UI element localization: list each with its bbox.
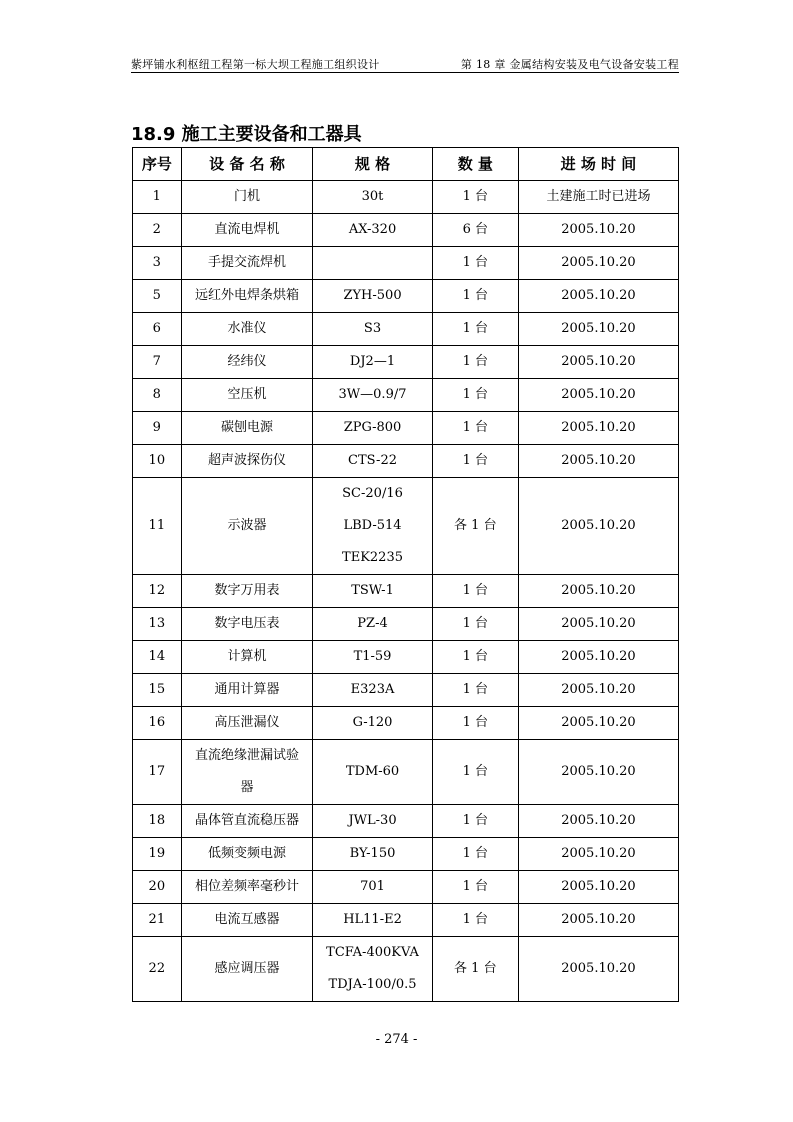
table-row — [133, 740, 679, 805]
arrival-date: 2005.10.20 — [518, 346, 678, 379]
arrival-date: 2005.10.20 — [518, 740, 678, 805]
equipment-name — [181, 478, 313, 575]
equipment-quantity: 1 台 — [432, 346, 518, 379]
arrival-date: 2005.10.20 — [518, 247, 678, 280]
equipment-spec — [313, 641, 432, 674]
arrival-date: 2005.10.20 — [518, 871, 678, 904]
equipment-name-line: 水准仪 — [227, 321, 267, 336]
equipment-quantity: 各 1 台 — [432, 478, 518, 575]
equipment-name — [181, 805, 313, 838]
equipment-spec-line: ZYH-500 — [343, 288, 402, 303]
arrival-date: 2005.10.20 — [518, 445, 678, 478]
header-chapter-title: 第 18 章 金属结构安装及电气设备安装工程 — [460, 58, 679, 71]
table-body — [133, 181, 679, 1002]
equipment-spec — [313, 181, 432, 214]
equipment-name-line: 门机 — [233, 189, 260, 204]
equipment-spec — [313, 575, 432, 608]
equipment-spec — [313, 445, 432, 478]
equipment-quantity: 6 台 — [432, 214, 518, 247]
equipment-name-line: 超声波探伤仪 — [207, 453, 286, 468]
table-row — [133, 445, 679, 478]
table-row — [133, 871, 679, 904]
table-row — [133, 214, 679, 247]
equipment-name-line: 示波器 — [227, 518, 267, 533]
equipment-name — [181, 313, 313, 346]
equipment-spec-line: S3 — [363, 321, 382, 336]
table-row — [133, 181, 679, 214]
row-number: 1 — [133, 181, 182, 214]
row-number: 9 — [133, 412, 182, 445]
row-number: 21 — [133, 904, 182, 937]
equipment-spec-line: 701 — [360, 879, 385, 894]
table-header-row — [133, 148, 679, 181]
equipment-spec-line: BY-150 — [349, 846, 396, 861]
equipment-spec-line: LBD-514 — [343, 518, 402, 533]
table-row — [133, 575, 679, 608]
equipment-name — [181, 379, 313, 412]
equipment-quantity: 1 台 — [432, 641, 518, 674]
row-number: 3 — [133, 247, 182, 280]
equipment-spec-line: TDM-60 — [345, 764, 400, 779]
arrival-date: 2005.10.20 — [518, 575, 678, 608]
equipment-name-line: 空压机 — [227, 387, 267, 402]
table-row — [133, 280, 679, 313]
equipment-name-line: 通用计算器 — [214, 682, 280, 697]
equipment-name-line: 数字万用表 — [214, 583, 280, 598]
arrival-date: 2005.10.20 — [518, 937, 678, 1002]
column-header-name: 设 备 名 称 — [181, 148, 313, 181]
equipment-quantity: 1 台 — [432, 313, 518, 346]
equipment-spec — [313, 379, 432, 412]
equipment-spec — [313, 214, 432, 247]
equipment-spec-line: PZ-4 — [357, 616, 388, 631]
row-number: 16 — [133, 707, 182, 740]
equipment-spec-line: E323A — [350, 682, 395, 697]
arrival-date: 2005.10.20 — [518, 805, 678, 838]
equipment-name — [181, 904, 313, 937]
equipment-name-line: 经纬仪 — [227, 354, 267, 369]
equipment-quantity: 1 台 — [432, 280, 518, 313]
table-row — [133, 313, 679, 346]
equipment-spec-line: JWL-30 — [348, 813, 397, 828]
row-number: 14 — [133, 641, 182, 674]
equipment-name-line: 低频变频电源 — [207, 846, 286, 861]
equipment-quantity: 1 台 — [432, 904, 518, 937]
column-header-spec: 规 格 — [313, 148, 432, 181]
equipment-name — [181, 608, 313, 641]
table-row — [133, 478, 679, 575]
equipment-name — [181, 674, 313, 707]
table-row — [133, 641, 679, 674]
table-row — [133, 412, 679, 445]
equipment-quantity: 1 台 — [432, 838, 518, 871]
equipment-name — [181, 280, 313, 313]
equipment-spec-line: 30t — [361, 189, 384, 204]
equipment-spec-line: SC-20/16 — [342, 486, 403, 501]
row-number: 13 — [133, 608, 182, 641]
equipment-name-line: 数字电压表 — [214, 616, 280, 631]
equipment-name — [181, 214, 313, 247]
equipment-name — [181, 641, 313, 674]
equipment-spec-line: TDJA-100/0.5 — [328, 977, 417, 992]
header-divider — [131, 72, 679, 73]
equipment-quantity: 1 台 — [432, 608, 518, 641]
equipment-spec-line: TCFA-400KVA — [326, 945, 419, 960]
arrival-date: 土建施工时已进场 — [518, 181, 678, 214]
equipment-spec — [313, 346, 432, 379]
equipment-spec — [313, 871, 432, 904]
row-number: 19 — [133, 838, 182, 871]
arrival-date: 2005.10.20 — [518, 412, 678, 445]
table-row — [133, 379, 679, 412]
equipment-spec-line: CTS-22 — [348, 453, 397, 468]
equipment-spec-line: ZPG-800 — [343, 420, 402, 435]
equipment-spec — [313, 412, 432, 445]
equipment-name-line: 计算机 — [227, 649, 267, 664]
row-number: 6 — [133, 313, 182, 346]
equipment-name — [181, 871, 313, 904]
table-row — [133, 608, 679, 641]
arrival-date: 2005.10.20 — [518, 478, 678, 575]
row-number: 20 — [133, 871, 182, 904]
equipment-spec-line: TSW-1 — [351, 583, 394, 598]
equipment-spec-line: HL11-E2 — [343, 912, 402, 927]
page-number: - 274 - — [375, 1032, 418, 1047]
equipment-spec — [313, 937, 432, 1002]
equipment-name — [181, 575, 313, 608]
table-row — [133, 805, 679, 838]
equipment-quantity: 1 台 — [432, 379, 518, 412]
table-row — [133, 674, 679, 707]
equipment-spec — [313, 313, 432, 346]
equipment-name — [181, 181, 313, 214]
row-number: 5 — [133, 280, 182, 313]
arrival-date: 2005.10.20 — [518, 313, 678, 346]
equipment-quantity: 1 台 — [432, 575, 518, 608]
arrival-date: 2005.10.20 — [518, 641, 678, 674]
equipment-quantity: 1 台 — [432, 871, 518, 904]
row-number: 17 — [133, 740, 182, 805]
equipment-spec-line: T1-59 — [353, 649, 392, 664]
equipment-name — [181, 937, 313, 1002]
equipment-name — [181, 445, 313, 478]
table-row — [133, 346, 679, 379]
equipment-name — [181, 412, 313, 445]
equipment-name-line: 晶体管直流稳压器 — [194, 813, 299, 828]
column-header-quantity: 数 量 — [432, 148, 518, 181]
equipment-name-line: 碳刨电源 — [220, 420, 273, 435]
equipment-name-line: 远红外电焊条烘箱 — [194, 288, 299, 303]
row-number: 8 — [133, 379, 182, 412]
arrival-date: 2005.10.20 — [518, 214, 678, 247]
equipment-name-line: 直流电焊机 — [214, 222, 280, 237]
equipment-spec-line: 3W—0.9/7 — [338, 387, 407, 402]
column-header-number: 序号 — [133, 148, 182, 181]
equipment-quantity: 1 台 — [432, 674, 518, 707]
equipment-spec-line: TEK2235 — [342, 550, 403, 565]
equipment-spec — [313, 478, 432, 575]
table-row — [133, 707, 679, 740]
equipment-name — [181, 707, 313, 740]
equipment-table — [132, 147, 679, 1002]
row-number: 11 — [133, 478, 182, 575]
equipment-spec — [313, 805, 432, 838]
equipment-spec-line: G-120 — [352, 715, 393, 730]
equipment-spec-line: DJ2—1 — [349, 354, 396, 369]
equipment-quantity: 1 台 — [432, 445, 518, 478]
arrival-date: 2005.10.20 — [518, 838, 678, 871]
equipment-spec-line: AX-320 — [348, 222, 397, 237]
column-header-arrival-date: 进 场 时 间 — [518, 148, 678, 181]
equipment-name — [181, 346, 313, 379]
equipment-name-line: 手提交流焊机 — [207, 255, 286, 270]
arrival-date: 2005.10.20 — [518, 379, 678, 412]
equipment-name-line: 器 — [240, 780, 254, 795]
row-number: 18 — [133, 805, 182, 838]
row-number: 10 — [133, 445, 182, 478]
row-number: 12 — [133, 575, 182, 608]
equipment-name-line: 高压泄漏仪 — [214, 715, 280, 730]
equipment-quantity: 1 台 — [432, 412, 518, 445]
row-number: 15 — [133, 674, 182, 707]
arrival-date: 2005.10.20 — [518, 608, 678, 641]
row-number: 22 — [133, 937, 182, 1002]
section-title: 18.9 施工主要设备和工器具 — [131, 124, 362, 145]
equipment-spec — [313, 904, 432, 937]
table-row — [133, 247, 679, 280]
table-row — [133, 838, 679, 871]
equipment-quantity: 1 台 — [432, 740, 518, 805]
equipment-spec — [313, 707, 432, 740]
equipment-spec — [313, 280, 432, 313]
equipment-quantity: 各 1 台 — [432, 937, 518, 1002]
equipment-name-line: 相位差频率毫秒计 — [194, 879, 299, 894]
equipment-name — [181, 247, 313, 280]
equipment-quantity: 1 台 — [432, 805, 518, 838]
equipment-spec — [313, 740, 432, 805]
arrival-date: 2005.10.20 — [518, 904, 678, 937]
equipment-spec — [313, 838, 432, 871]
equipment-spec — [313, 674, 432, 707]
table-row — [133, 937, 679, 1002]
table-row — [133, 904, 679, 937]
equipment-quantity: 1 台 — [432, 181, 518, 214]
equipment-quantity: 1 台 — [432, 247, 518, 280]
row-number: 7 — [133, 346, 182, 379]
equipment-spec-line — [313, 247, 431, 279]
equipment-name — [181, 740, 313, 805]
equipment-name-line: 电流互感器 — [214, 912, 280, 927]
equipment-quantity: 1 台 — [432, 707, 518, 740]
equipment-spec — [313, 247, 432, 280]
equipment-spec — [313, 608, 432, 641]
equipment-name-line: 感应调压器 — [214, 961, 280, 976]
equipment-name-line: 直流绝缘泄漏试验 — [194, 748, 299, 763]
arrival-date: 2005.10.20 — [518, 674, 678, 707]
arrival-date: 2005.10.20 — [518, 707, 678, 740]
arrival-date: 2005.10.20 — [518, 280, 678, 313]
row-number: 2 — [133, 214, 182, 247]
equipment-name — [181, 838, 313, 871]
header-document-title: 紫坪铺水利枢纽工程第一标大坝工程施工组织设计 — [131, 58, 380, 71]
